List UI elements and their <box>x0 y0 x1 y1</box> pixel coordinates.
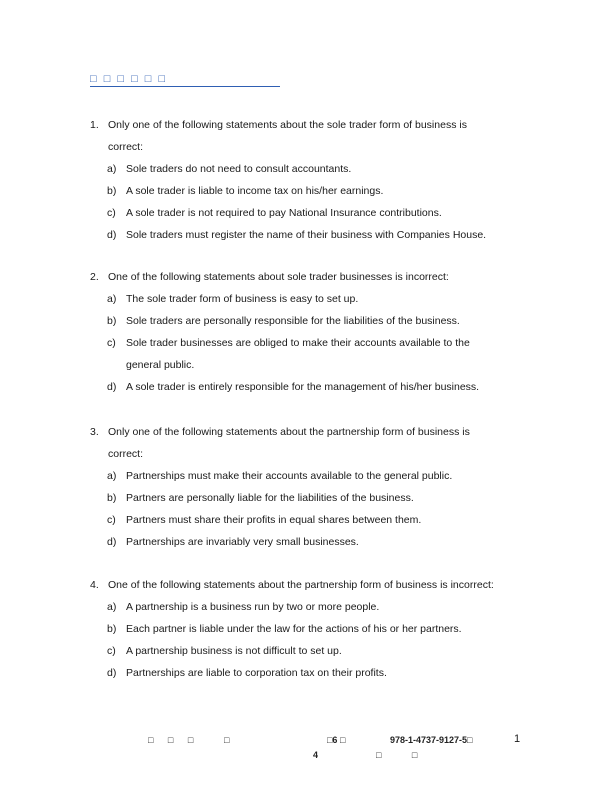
footer-mid-glyph: □ <box>224 735 230 745</box>
footer-right-glyphs: □ □ <box>376 750 432 760</box>
footer-isbn: 978-1-4737-9127-5□ <box>390 735 473 745</box>
question-text-continued: correct: <box>108 141 144 153</box>
question-text: One of the following statements about sole trader businesses is incorrect: <box>108 271 449 283</box>
footer-left-glyphs: □ □ □ <box>148 735 200 745</box>
header-title-glyphs: □ □ □ □ □ □ <box>90 73 280 87</box>
footer-center-bottom: 4 <box>313 750 319 760</box>
question-text: Only one of the following statements about the partnership form of business is <box>108 426 470 438</box>
question-number: 4. <box>90 579 99 591</box>
page-number: 1 <box>514 733 521 745</box>
question-number: 2. <box>90 271 99 283</box>
question-number: 3. <box>90 426 99 438</box>
footer-center-top: □6 □ <box>327 735 346 745</box>
question-text: Only one of the following statements about the sole trader form of business is <box>108 119 467 131</box>
question-number: 1. <box>90 119 99 131</box>
question-text-continued: correct: <box>108 448 144 460</box>
question-text: One of the following statements about the partnership form of business is incorrect: <box>108 579 494 591</box>
